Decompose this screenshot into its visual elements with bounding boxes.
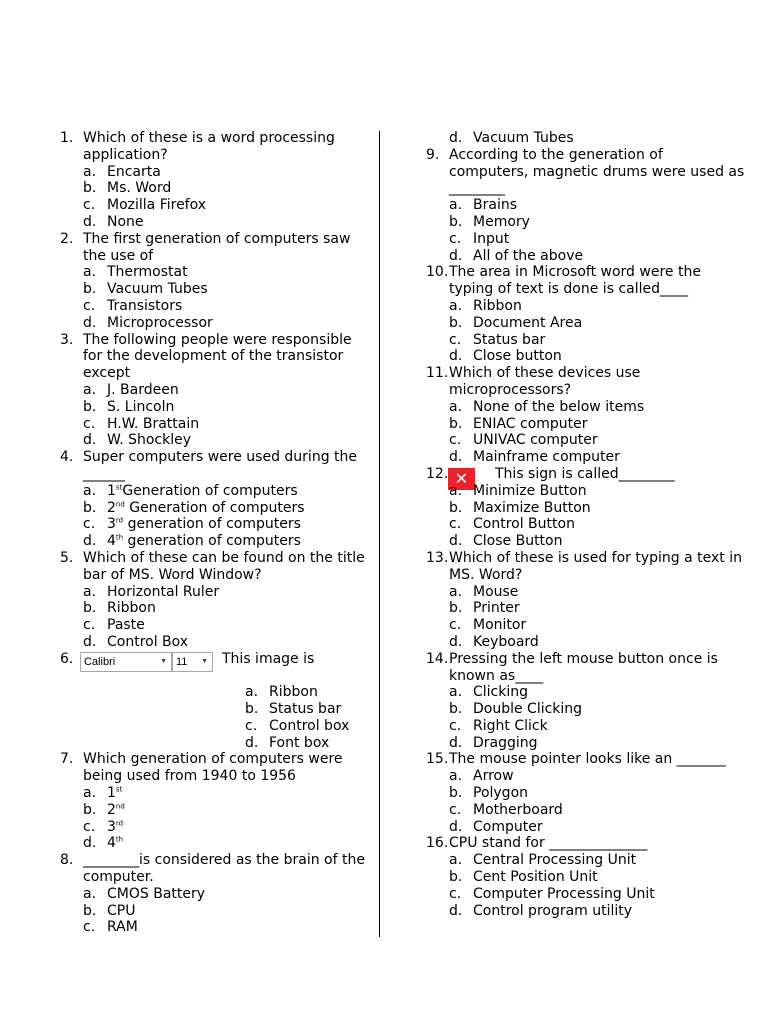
- question-11: [426, 365, 746, 399]
- question-text: The area in Microsoft word were the typing of text is done is called____: [449, 264, 701, 298]
- font-toolbar-image: [80, 652, 213, 672]
- question-text: Which of these is used for typing a text in MS. Word?: [449, 549, 742, 583]
- option-letter: c.: [449, 516, 462, 533]
- question-13: [426, 550, 746, 584]
- option-letter: a.: [449, 768, 463, 785]
- option: [60, 684, 375, 701]
- option-letter: b.: [449, 600, 463, 617]
- option-letter: d.: [83, 835, 97, 852]
- option-text: Ribbon: [473, 297, 522, 314]
- option: [60, 180, 375, 197]
- option-letter: a.: [83, 264, 97, 281]
- option-text: Status bar: [269, 701, 342, 718]
- question-text: The following people were responsible for the development of the transistor except: [83, 331, 352, 382]
- option: [426, 449, 746, 466]
- option-text: Polygon: [473, 785, 529, 802]
- option: [426, 701, 746, 718]
- option-ordinal: 2: [107, 499, 116, 516]
- option-letter: a.: [83, 785, 97, 802]
- option: [426, 735, 746, 752]
- question-text: The mouse pointer looks like an _______: [449, 751, 726, 768]
- option-text: Transistors: [107, 297, 183, 314]
- option: [60, 617, 375, 634]
- right-column: [426, 130, 746, 919]
- option: [426, 533, 746, 550]
- option-text: Double Clicking: [473, 701, 583, 718]
- option-text: Encarta: [107, 163, 161, 180]
- question-number: 12.: [426, 465, 449, 482]
- question-number: 13.: [426, 549, 449, 566]
- question-number: 10.: [426, 264, 449, 281]
- option-text: Computer Processing Unit: [473, 885, 655, 902]
- option-letter: c.: [245, 717, 258, 734]
- question-number: 15.: [426, 751, 449, 768]
- option-letter: d.: [449, 818, 463, 835]
- question-number: 5.: [60, 549, 74, 566]
- option-letter: b.: [449, 499, 463, 516]
- option-letter: d.: [83, 633, 97, 650]
- option-letter: c.: [83, 297, 96, 314]
- option: [60, 483, 375, 500]
- option-letter: d.: [245, 734, 259, 751]
- option-letter: a.: [245, 684, 259, 701]
- option-text: Right Click: [473, 717, 548, 734]
- option-text: CMOS Battery: [107, 885, 206, 902]
- option: [60, 399, 375, 416]
- option: [60, 315, 375, 332]
- option: [426, 819, 746, 836]
- option-letter: d.: [449, 247, 463, 264]
- question-text: Which generation of computers were being used from 1940 to 1956: [83, 751, 343, 785]
- option-text: Generation of computers: [122, 482, 298, 499]
- option: [60, 432, 375, 449]
- option-text: None of the below items: [473, 398, 645, 415]
- question-number: 4.: [60, 449, 74, 466]
- option: [426, 416, 746, 433]
- option: [60, 164, 375, 181]
- option: [60, 802, 375, 819]
- option-letter: d.: [83, 533, 97, 550]
- option-letter: c.: [83, 516, 96, 533]
- option-text: generation of computers: [123, 533, 301, 550]
- option-letter: c.: [83, 415, 96, 432]
- option-letter: d.: [449, 449, 463, 466]
- option: [426, 516, 746, 533]
- option-letter: a.: [83, 885, 97, 902]
- option-text: Motherboard: [473, 801, 563, 818]
- left-column: [60, 130, 375, 936]
- option-text: Mouse: [473, 583, 519, 600]
- ordinal-suffix: nd: [115, 499, 125, 508]
- option: [60, 886, 375, 903]
- option-letter: a.: [449, 482, 463, 499]
- question-text: This image is: [222, 650, 315, 667]
- question-3: [60, 332, 375, 382]
- option: [426, 298, 746, 315]
- question-number: 14.: [426, 650, 449, 667]
- option-text: Generation of computers: [124, 499, 305, 516]
- question-14: [426, 651, 746, 685]
- option: [426, 634, 746, 651]
- option-text: J. Bardeen: [107, 381, 179, 398]
- question-text: Super computers were used during the ______: [83, 449, 358, 482]
- option: [60, 516, 375, 533]
- font-size-box: [172, 652, 213, 672]
- option: [426, 785, 746, 802]
- option-letter: c.: [83, 617, 96, 634]
- option-letter: d.: [83, 314, 97, 331]
- question-text: Which of these can be found on the title bar of MS. Word Window?: [83, 549, 365, 583]
- option-letter: b.: [449, 314, 463, 331]
- question-15: [426, 751, 746, 768]
- option: [60, 584, 375, 601]
- ordinal-suffix: th: [115, 533, 124, 542]
- option-text: Maximize Button: [473, 499, 591, 516]
- option: [60, 903, 375, 920]
- option-text: Control Button: [473, 516, 575, 533]
- option-letter: b.: [449, 415, 463, 432]
- option-letter: c.: [83, 197, 96, 214]
- option-letter: a.: [83, 381, 97, 398]
- option-text: Control box: [269, 717, 350, 734]
- option-letter: a.: [83, 163, 97, 180]
- question-7: [60, 751, 375, 785]
- option-text: RAM: [107, 919, 138, 936]
- option-letter: c.: [449, 432, 462, 449]
- option-text: Paste: [107, 617, 145, 634]
- option-text: W. Shockley: [107, 432, 192, 449]
- option: [426, 903, 746, 920]
- option-text: Document Area: [473, 314, 583, 331]
- option-text: None: [107, 213, 144, 230]
- question-number: 3.: [60, 331, 74, 348]
- option-text: Central Processing Unit: [473, 852, 637, 869]
- option-text: ENIAC computer: [473, 415, 588, 432]
- option: [60, 718, 375, 735]
- option: [426, 886, 746, 903]
- question-number: 1.: [60, 130, 74, 146]
- option-text: Mainframe computer: [473, 449, 620, 466]
- question-1: [60, 130, 375, 164]
- option-letter: b.: [83, 499, 97, 516]
- option-letter: a.: [83, 482, 97, 499]
- option-text: Monitor: [473, 617, 527, 634]
- option: [60, 533, 375, 550]
- question-6: [60, 651, 375, 685]
- option-letter: c.: [83, 919, 96, 936]
- question-text: ________is considered as the brain of the computer.: [83, 852, 365, 886]
- option-ordinal: 4: [107, 835, 116, 852]
- option-letter: d.: [449, 130, 463, 146]
- option-text: Horizontal Ruler: [107, 583, 220, 600]
- option-text: Input: [473, 230, 510, 247]
- question-number: 6.: [60, 650, 74, 667]
- option: [60, 819, 375, 836]
- option: [426, 768, 746, 785]
- option-text: Vacuum Tubes: [473, 130, 574, 146]
- question-text: This sign is called________: [495, 465, 675, 482]
- ordinal-suffix: th: [115, 835, 124, 844]
- option-ordinal: 3: [107, 818, 116, 835]
- ordinal-suffix: rd: [115, 819, 124, 828]
- option-text: CPU: [107, 902, 136, 919]
- option-letter: c.: [449, 331, 462, 348]
- option: [426, 197, 746, 214]
- option: [60, 197, 375, 214]
- option-text: Control Box: [107, 633, 189, 650]
- ordinal-suffix: rd: [115, 516, 124, 525]
- question-9: [426, 147, 746, 197]
- option-ordinal: 2: [107, 801, 116, 818]
- option-text: Dragging: [473, 734, 538, 751]
- option-letter: b.: [83, 600, 97, 617]
- dropdown-arrow-icon: ▼: [160, 657, 167, 665]
- option-letter: b.: [83, 281, 97, 298]
- option-letter: a.: [449, 297, 463, 314]
- ordinal-suffix: st: [115, 483, 123, 492]
- option-text: Close button: [473, 348, 562, 365]
- option-letter: b.: [449, 213, 463, 230]
- option-letter: b.: [83, 801, 97, 818]
- option-text: Minimize Button: [473, 482, 587, 499]
- option: [60, 298, 375, 315]
- question-number: 11.: [426, 365, 449, 382]
- option-letter: b.: [449, 869, 463, 886]
- option-text: Microprocessor: [107, 314, 213, 331]
- question-10: [426, 264, 746, 298]
- option-text: Keyboard: [473, 633, 539, 650]
- option-text: Status bar: [473, 331, 546, 348]
- option-text: Brains: [473, 197, 517, 214]
- option-text: Ribbon: [107, 600, 156, 617]
- option-letter: b.: [449, 701, 463, 718]
- question-16: [426, 835, 746, 852]
- option-letter: b.: [83, 180, 97, 197]
- option-letter: a.: [449, 583, 463, 600]
- option-letter: b.: [245, 701, 259, 718]
- option: [426, 348, 746, 365]
- option: [60, 735, 375, 752]
- option-text: Arrow: [473, 768, 514, 785]
- option: [426, 684, 746, 701]
- option-letter: d.: [449, 533, 463, 550]
- option-text: All of the above: [473, 247, 584, 264]
- option-letter: b.: [83, 902, 97, 919]
- option-text: UNIVAC computer: [473, 432, 598, 449]
- option-letter: b.: [449, 785, 463, 802]
- option-text: Control program utility: [473, 902, 633, 919]
- font-name-value: Calibri: [84, 655, 116, 668]
- option: [426, 248, 746, 265]
- close-icon: ✕: [448, 468, 475, 490]
- option: [60, 701, 375, 718]
- question-text: According to the generation of computers, magnetic drums were used as ________: [449, 146, 745, 197]
- option: [426, 332, 746, 349]
- option-letter: d.: [83, 432, 97, 449]
- option: [426, 584, 746, 601]
- option-text: Vacuum Tubes: [107, 281, 208, 298]
- option-text: Cent Position Unit: [473, 869, 598, 886]
- question-12: [426, 465, 746, 488]
- question-number: 16.: [426, 835, 449, 852]
- option-text: Printer: [473, 600, 520, 617]
- question-number: 9.: [426, 146, 440, 163]
- option: [426, 130, 746, 147]
- option-text: Thermostat: [107, 264, 188, 281]
- option-text: Computer: [473, 818, 543, 835]
- option: [60, 416, 375, 433]
- question-number: 2.: [60, 230, 74, 247]
- option-letter: a.: [449, 197, 463, 214]
- question-text: CPU stand for ______________: [449, 835, 648, 852]
- option: [426, 483, 746, 500]
- option-letter: b.: [83, 398, 97, 415]
- option: [426, 500, 746, 517]
- option-letter: a.: [449, 398, 463, 415]
- question-text: Which of these devices use microprocessors?: [449, 365, 641, 398]
- option: [426, 869, 746, 886]
- question-8: [60, 852, 375, 886]
- option-text: H.W. Brattain: [107, 415, 200, 432]
- option-letter: c.: [449, 801, 462, 818]
- font-name-box: [80, 652, 172, 672]
- option-text: S. Lincoln: [107, 398, 175, 415]
- option-letter: c.: [449, 230, 462, 247]
- option-letter: d.: [449, 348, 463, 365]
- option-text: Memory: [473, 213, 530, 230]
- option: [60, 919, 375, 936]
- option-letter: c.: [449, 885, 462, 902]
- question-text: The first generation of computers saw the use of: [83, 230, 351, 264]
- font-size-value: 11: [176, 655, 188, 668]
- option-text: Clicking: [473, 684, 529, 701]
- option-text: generation of computers: [123, 516, 301, 533]
- option: [60, 281, 375, 298]
- option-letter: a.: [83, 583, 97, 600]
- question-number: 7.: [60, 751, 74, 768]
- option: [60, 835, 375, 852]
- question-2: [60, 231, 375, 265]
- option-ordinal: 4: [107, 533, 116, 550]
- option: [426, 802, 746, 819]
- option-text: Ribbon: [269, 684, 318, 701]
- option-text: Font box: [269, 734, 330, 751]
- option-letter: a.: [449, 852, 463, 869]
- option: [60, 214, 375, 231]
- option-letter: c.: [449, 717, 462, 734]
- dropdown-arrow-icon: ▼: [201, 657, 208, 665]
- option-text: Ms. Word: [107, 180, 172, 197]
- option: [426, 399, 746, 416]
- option: [426, 852, 746, 869]
- option: [426, 432, 746, 449]
- option-letter: d.: [449, 734, 463, 751]
- option-text: Mozilla Firefox: [107, 197, 207, 214]
- ordinal-suffix: st: [115, 785, 123, 794]
- option: [426, 718, 746, 735]
- option-letter: a.: [449, 684, 463, 701]
- option-text: Close Button: [473, 533, 563, 550]
- option-letter: d.: [83, 213, 97, 230]
- question-text: Pressing the left mouse button once is known as____: [449, 650, 718, 684]
- question-text: Which of these is a word processing application?: [83, 130, 335, 163]
- option: [426, 315, 746, 332]
- ordinal-suffix: nd: [115, 802, 125, 811]
- option: [426, 617, 746, 634]
- option: [60, 500, 375, 517]
- question-number: 8.: [60, 852, 74, 869]
- option-ordinal: 1: [107, 785, 116, 802]
- option: [426, 214, 746, 231]
- option-letter: c.: [449, 617, 462, 634]
- option-letter: d.: [449, 902, 463, 919]
- option-ordinal: 1: [107, 482, 116, 499]
- option: [60, 382, 375, 399]
- question-4: [60, 449, 375, 483]
- option: [426, 231, 746, 248]
- option-ordinal: 3: [107, 516, 116, 533]
- option: [60, 264, 375, 281]
- question-5: [60, 550, 375, 584]
- option: [60, 785, 375, 802]
- column-divider: [379, 131, 380, 937]
- option: [60, 600, 375, 617]
- option-letter: c.: [83, 818, 96, 835]
- option: [60, 634, 375, 651]
- option: [426, 600, 746, 617]
- option-letter: d.: [449, 633, 463, 650]
